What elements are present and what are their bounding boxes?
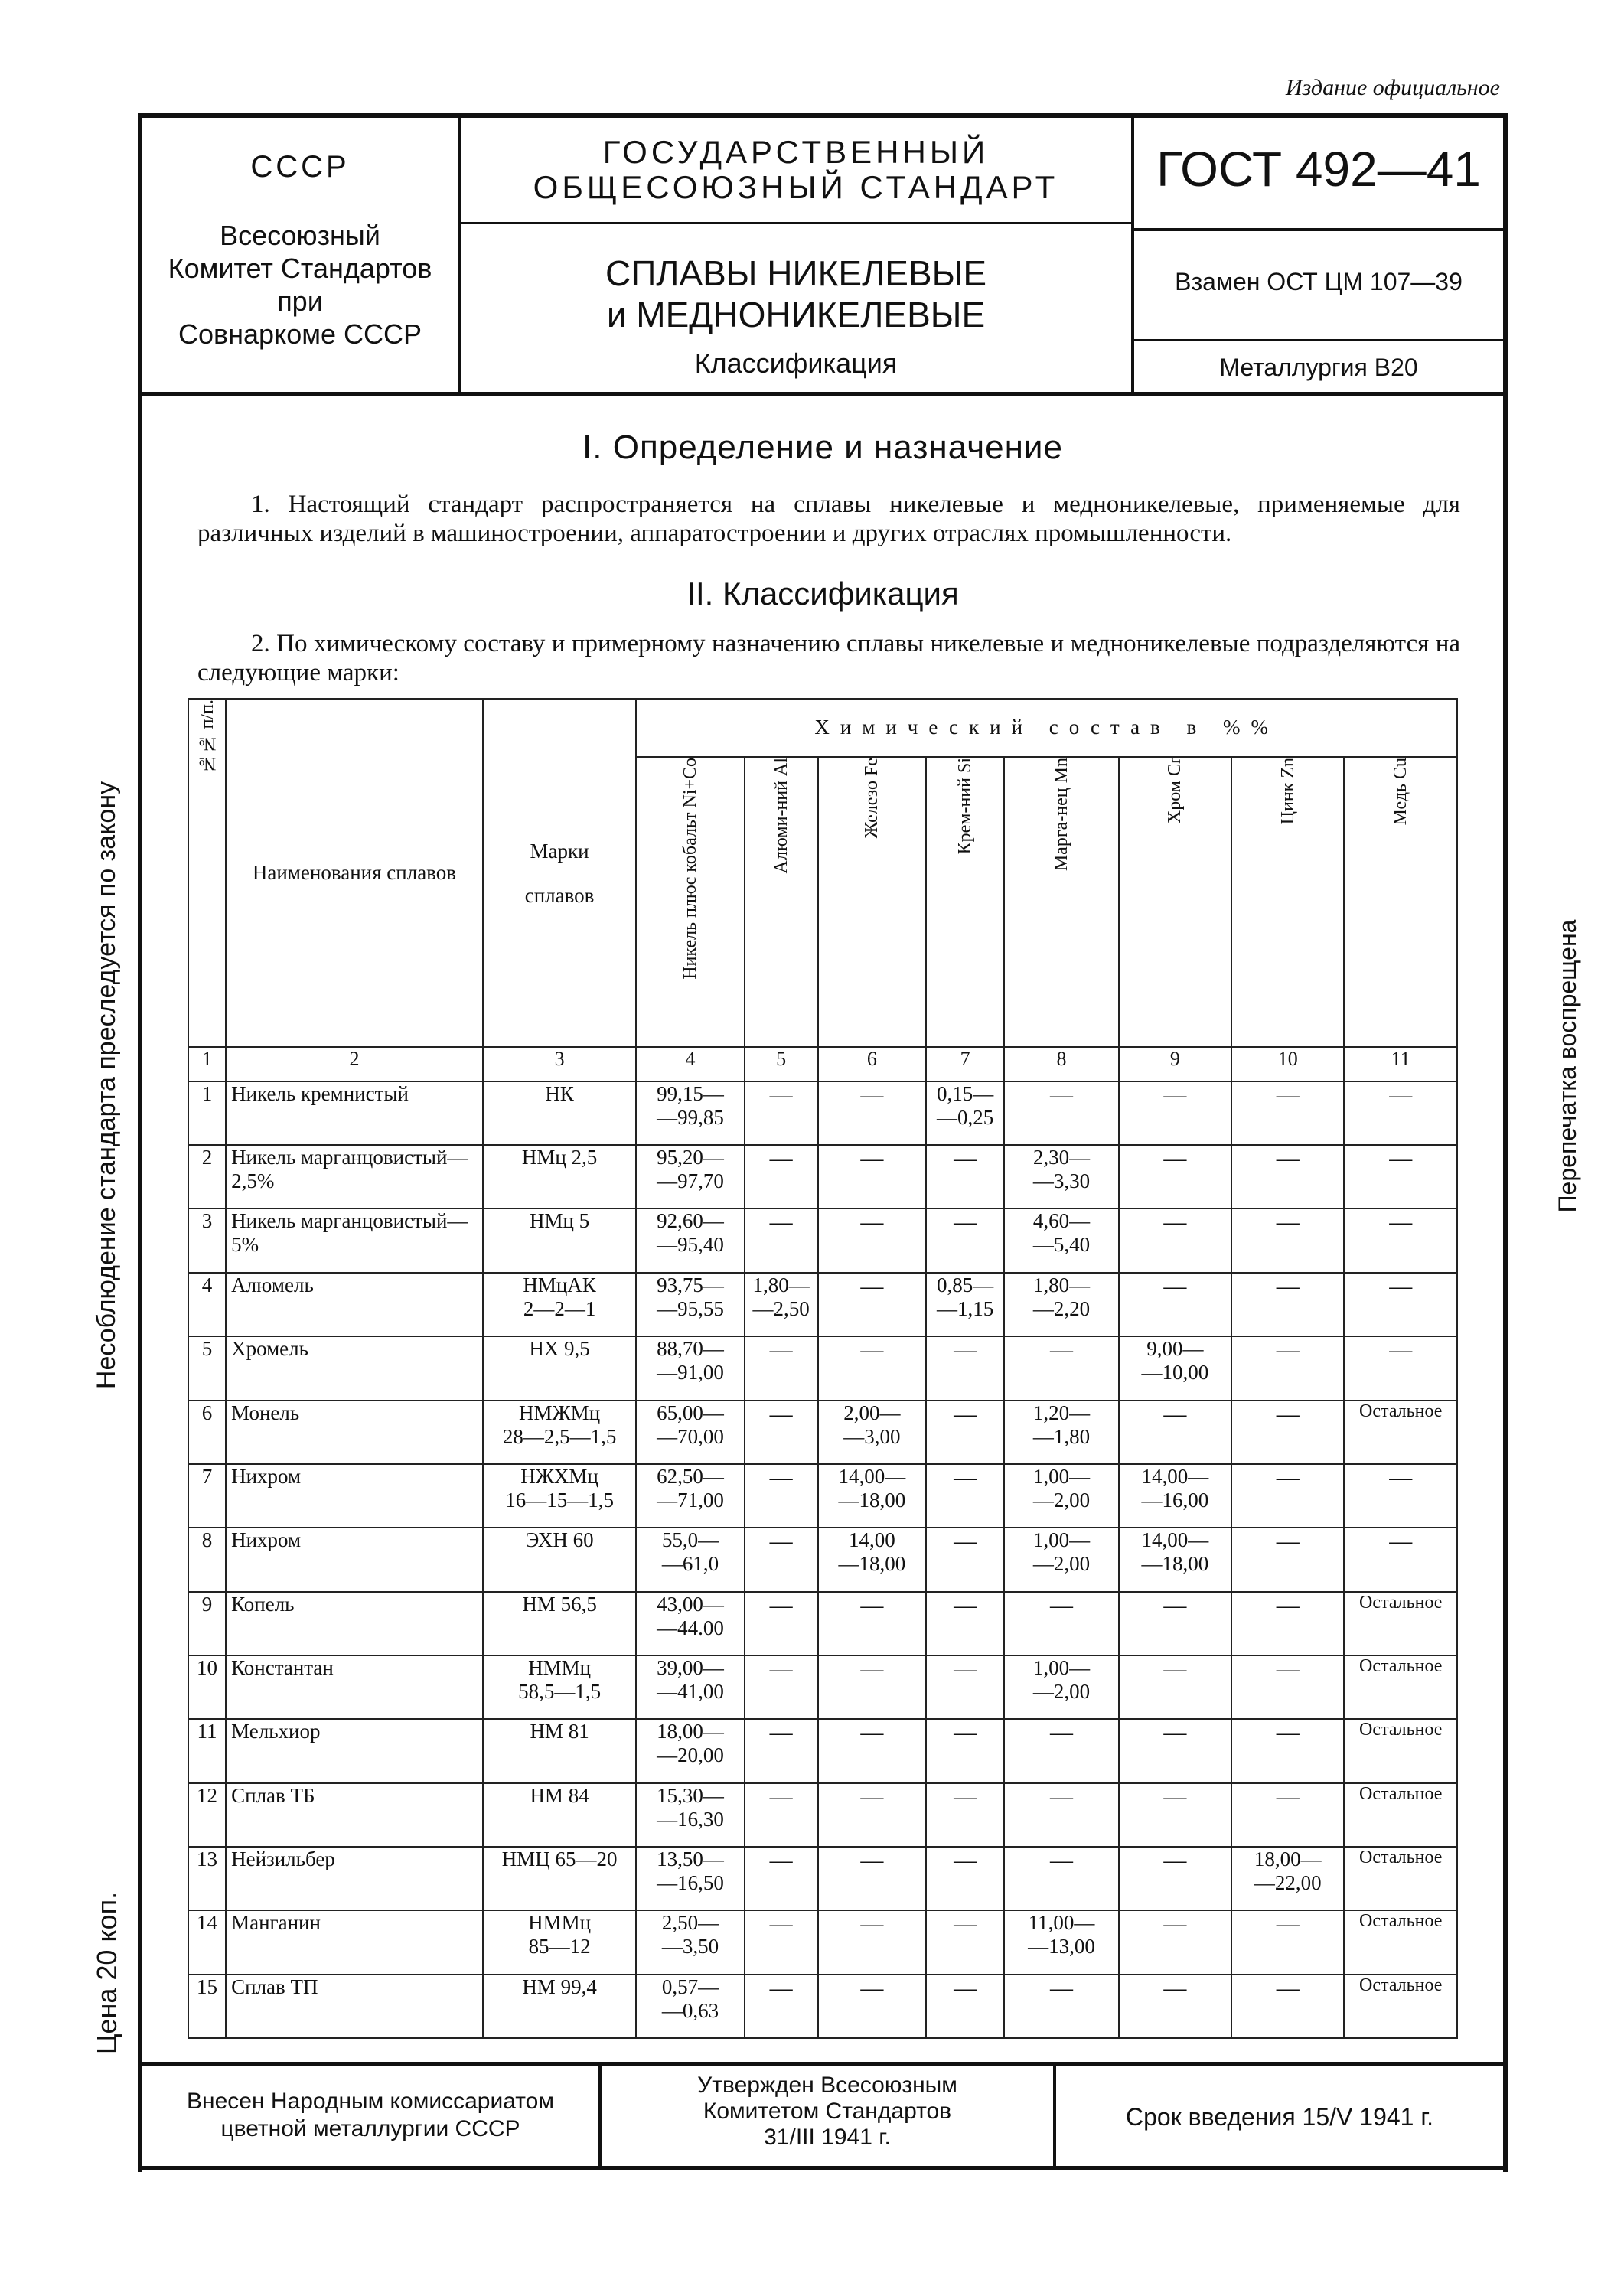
cell-al: — (745, 1847, 818, 1910)
cell-ni: 62,50— —71,00 (636, 1464, 744, 1528)
approved-line: Утвержден Всесоюзным (697, 2073, 957, 2098)
cell-al: — (745, 1783, 818, 1847)
title-line: и МЕДНОНИКЕЛЕВЫЕ (606, 295, 986, 334)
column-number: 6 (818, 1047, 926, 1081)
cell-si: 0,85— —1,15 (926, 1273, 1004, 1336)
cell-cu: Остальное (1344, 1910, 1457, 1974)
table-row (188, 1528, 1457, 1591)
col-head-zn: Цинк Zn (1231, 757, 1344, 1048)
org-body-line: Совнаркоме СССР (178, 318, 422, 350)
cell-fe: 14,00— —18,00 (818, 1464, 926, 1528)
cell-fe: — (818, 1719, 926, 1782)
section1-paragraph: 1. Настоящий стандарт распространяется на сплавы никелевые и медноникелевые, применяемые для различных изделий в машиностроении, аппаратостроении и других отраслях промышленности. (197, 491, 1460, 547)
cell-mn: — (1004, 1783, 1118, 1847)
cell-al: — (745, 1528, 818, 1591)
approved-line: 31/III 1941 г. (764, 2125, 891, 2150)
table-row (188, 1464, 1457, 1528)
cell-cr: — (1119, 1655, 1231, 1719)
alloy-name: Копель (226, 1592, 483, 1655)
column-number: 1 (188, 1047, 226, 1081)
col-head-grade (483, 699, 637, 1047)
cell-mn: 1,00— —2,00 (1004, 1528, 1118, 1591)
cell-ni: 93,75— —95,55 (636, 1273, 744, 1336)
cell-fe: — (818, 1145, 926, 1208)
alloy-grade: НМ 81 (483, 1719, 637, 1782)
cell-si: — (926, 1145, 1004, 1208)
cell-si: — (926, 1464, 1004, 1528)
row-number: 15 (188, 1975, 226, 2038)
alloy-grade: НММц 58,5—1,5 (483, 1655, 637, 1719)
cell-zn: — (1231, 1145, 1344, 1208)
cell-fe: — (818, 1655, 926, 1719)
cell-zn: 18,00— —22,00 (1231, 1847, 1344, 1910)
cell-al: — (745, 1081, 818, 1145)
cell-fe: — (818, 1081, 926, 1145)
approved-line: Комитетом Стандартов (703, 2099, 952, 2124)
cell-ni: 95,20— —97,70 (636, 1145, 744, 1208)
column-number: 11 (1344, 1047, 1457, 1081)
row-number: 10 (188, 1655, 226, 1719)
cell-fe: — (818, 1336, 926, 1400)
cell-cu: Остальное (1344, 1975, 1457, 2038)
gost-number: ГОСТ 492—41 (1156, 142, 1481, 197)
cell-mn: 1,00— —2,00 (1004, 1655, 1118, 1719)
cell-zn: — (1231, 1273, 1344, 1336)
cell-si: — (926, 1592, 1004, 1655)
cell-cr: — (1119, 1910, 1231, 1974)
cell-si: — (926, 1528, 1004, 1591)
cell-cu: — (1344, 1273, 1457, 1336)
alloy-name: Никель марганцовистый—2,5% (226, 1145, 483, 1208)
cell-ni: 55,0— —61,0 (636, 1528, 744, 1591)
org-body-line: Комитет Стандартов (168, 253, 432, 284)
cell-si: — (926, 1655, 1004, 1719)
cell-al: — (745, 1592, 818, 1655)
alloy-table (188, 698, 1458, 2039)
alloy-name: Нихром (226, 1464, 483, 1528)
table-row (188, 1655, 1457, 1719)
row-number: 14 (188, 1910, 226, 1974)
column-number: 8 (1004, 1047, 1118, 1081)
cell-si: — (926, 1975, 1004, 2038)
cell-mn: 1,20— —1,80 (1004, 1401, 1118, 1464)
cell-cr: — (1119, 1719, 1231, 1782)
alloy-name: Константан (226, 1655, 483, 1719)
cell-al: — (745, 1464, 818, 1528)
org-body-line: Всесоюзный (220, 220, 380, 251)
alloy-grade: НММц 85—12 (483, 1910, 637, 1974)
row-number: 8 (188, 1528, 226, 1591)
cell-al: — (745, 1145, 818, 1208)
cell-cr: — (1119, 1401, 1231, 1464)
reprint-prohibited: Перепечатка воспрещена (1554, 919, 1581, 1213)
cell-cu: Остальное (1344, 1719, 1457, 1782)
alloy-grade: НК (483, 1081, 637, 1145)
alloy-grade: НМ 56,5 (483, 1592, 637, 1655)
cell-si: — (926, 1401, 1004, 1464)
cell-zn: — (1231, 1208, 1344, 1272)
cell-mn: — (1004, 1592, 1118, 1655)
cell-si: — (926, 1783, 1004, 1847)
alloy-name: Никель кремнистый (226, 1081, 483, 1145)
cell-si: — (926, 1208, 1004, 1272)
cell-mn: — (1004, 1081, 1118, 1145)
standard-type (461, 135, 1131, 205)
cell-cu: — (1344, 1336, 1457, 1400)
col-head-name: Наименования сплавов (226, 699, 483, 1047)
column-number: 9 (1119, 1047, 1231, 1081)
alloy-name: Монель (226, 1401, 483, 1464)
cell-cu: — (1344, 1208, 1457, 1272)
submitted-line: Внесен Народным комиссариатом (187, 2089, 554, 2114)
cell-zn: — (1231, 1528, 1344, 1591)
cell-zn: — (1231, 1336, 1344, 1400)
cell-cr: — (1119, 1592, 1231, 1655)
section2-heading: II. Классификация (686, 576, 959, 612)
column-number: 4 (636, 1047, 744, 1081)
page-title (461, 253, 1131, 335)
cell-fe: — (818, 1847, 926, 1910)
column-number: 5 (745, 1047, 818, 1081)
table-row (188, 1592, 1457, 1655)
subtitle: Классификация (694, 347, 898, 379)
cell-si: — (926, 1336, 1004, 1400)
cell-al: — (745, 1719, 818, 1782)
alloy-name: Алюмель (226, 1273, 483, 1336)
table-row (188, 1783, 1457, 1847)
cell-al: — (745, 1655, 818, 1719)
cell-fe: — (818, 1783, 926, 1847)
alloy-grade: НЖХМц 16—15—1,5 (483, 1464, 637, 1528)
cell-mn: — (1004, 1975, 1118, 2038)
row-number: 1 (188, 1081, 226, 1145)
table-row (188, 1910, 1457, 1974)
table-row (188, 1336, 1457, 1400)
standard-type-line: ГОСУДАРСТВЕННЫЙ (602, 134, 990, 170)
cell-ni: 0,57— —0,63 (636, 1975, 744, 2038)
cell-fe: — (818, 1592, 926, 1655)
cell-cu: Остальное (1344, 1655, 1457, 1719)
cell-al: 1,80— —2,50 (745, 1273, 818, 1336)
cell-cr: — (1119, 1783, 1231, 1847)
cell-al: — (745, 1401, 818, 1464)
cell-cr: 14,00— —16,00 (1119, 1464, 1231, 1528)
table-row (188, 1081, 1457, 1145)
cell-mn: 1,80— —2,20 (1004, 1273, 1118, 1336)
cell-cr: 9,00— —10,00 (1119, 1336, 1231, 1400)
cell-mn: — (1004, 1847, 1118, 1910)
cell-al: — (745, 1208, 818, 1272)
col-head-ni: Никель плюс кобальт Ni+Co (636, 757, 744, 1048)
cell-mn: — (1004, 1336, 1118, 1400)
alloy-name: Хромель (226, 1336, 483, 1400)
cell-cu: — (1344, 1528, 1457, 1591)
cell-ni: 88,70— —91,00 (636, 1336, 744, 1400)
cell-zn: — (1231, 1910, 1344, 1974)
cell-si: — (926, 1719, 1004, 1782)
column-number: 10 (1231, 1047, 1344, 1081)
cell-fe: — (818, 1273, 926, 1336)
standard-type-line: ОБЩЕСОЮЗНЫЙ СТАНДАРТ (533, 169, 1059, 205)
alloy-grade: ЭХН 60 (483, 1528, 637, 1591)
cell-fe: 2,00— —3,00 (818, 1401, 926, 1464)
column-number: 3 (483, 1047, 637, 1081)
table-row (188, 1719, 1457, 1782)
cell-si: — (926, 1910, 1004, 1974)
cell-cr: — (1119, 1145, 1231, 1208)
alloy-name: Сплав ТП (226, 1975, 483, 2038)
col-head-al: Алюми-ний Al (745, 757, 818, 1048)
law-warning: Несоблюдение стандарта преследуется по закону (92, 781, 121, 1390)
org-body-line: при (277, 285, 323, 317)
cell-cr: 14,00— —18,00 (1119, 1528, 1231, 1591)
cell-zn: — (1231, 1081, 1344, 1145)
cell-zn: — (1231, 1401, 1344, 1464)
section2-paragraph: 2. По химическому составу и примерному назначению сплавы никелевые и медноникелевые подразделяются на следующие марки: (197, 630, 1460, 687)
col-head-chem: Химический состав в %% (636, 699, 1457, 757)
cell-zn: — (1231, 1592, 1344, 1655)
alloy-grade: НМц 2,5 (483, 1145, 637, 1208)
row-number: 11 (188, 1719, 226, 1782)
cell-cu: — (1344, 1081, 1457, 1145)
cell-cr: — (1119, 1208, 1231, 1272)
alloy-name: Сплав ТБ (226, 1783, 483, 1847)
cell-ni: 13,50— —16,50 (636, 1847, 744, 1910)
row-number: 12 (188, 1783, 226, 1847)
cell-fe: — (818, 1910, 926, 1974)
cell-cu: — (1344, 1464, 1457, 1528)
cell-cr: — (1119, 1273, 1231, 1336)
col-head-fe: Железо Fe (818, 757, 926, 1048)
cell-cu: Остальное (1344, 1592, 1457, 1655)
cell-cr: — (1119, 1975, 1231, 2038)
row-number: 6 (188, 1401, 226, 1464)
table-row (188, 1208, 1457, 1272)
effective-date: Срок введения 15/V 1941 г. (1125, 2103, 1433, 2131)
col-head-cu: Медь Cu (1344, 757, 1457, 1048)
row-number: 4 (188, 1273, 226, 1336)
cell-ni: 18,00— —20,00 (636, 1719, 744, 1782)
row-number: 5 (188, 1336, 226, 1400)
cell-ni: 15,30— —16,30 (636, 1783, 744, 1847)
cell-cu: Остальное (1344, 1783, 1457, 1847)
cell-ni: 92,60— —95,40 (636, 1208, 744, 1272)
price-label: Цена 20 коп. (91, 1891, 122, 2055)
org-body (142, 219, 458, 351)
column-number-row (188, 1047, 1457, 1081)
cell-zn: — (1231, 1975, 1344, 2038)
approved-by (602, 2073, 1053, 2151)
alloy-name: Манганин (226, 1910, 483, 1974)
cell-fe: 14,00 —18,00 (818, 1528, 926, 1591)
cell-fe: — (818, 1975, 926, 2038)
submitted-line: цветной металлургии СССР (220, 2116, 520, 2141)
cell-mn: 4,60— —5,40 (1004, 1208, 1118, 1272)
cell-si: — (926, 1847, 1004, 1910)
cell-cr: — (1119, 1081, 1231, 1145)
table-row (188, 1847, 1457, 1910)
title-line: СПЛАВЫ НИКЕЛЕВЫЕ (605, 253, 987, 293)
alloy-grade: НМЦ 65—20 (483, 1847, 637, 1910)
replaces-note: Взамен ОСТ ЦМ 107—39 (1175, 268, 1463, 295)
alloy-name: Мельхиор (226, 1719, 483, 1782)
col-head-cr: Хром Cr (1119, 757, 1231, 1048)
table-row (188, 1975, 1457, 2038)
alloy-grade: НМц 5 (483, 1208, 637, 1272)
col-head-no: №№ п/п. (188, 699, 226, 1047)
alloy-grade: НМцАК 2—2—1 (483, 1273, 637, 1336)
cell-ni: 99,15— —99,85 (636, 1081, 744, 1145)
cell-cu: — (1344, 1145, 1457, 1208)
cell-zn: — (1231, 1464, 1344, 1528)
cell-cr: — (1119, 1847, 1231, 1910)
alloy-grade: НМ 84 (483, 1783, 637, 1847)
row-number: 7 (188, 1464, 226, 1528)
cell-mn: 11,00— —13,00 (1004, 1910, 1118, 1974)
section1-heading: I. Определение и назначение (582, 429, 1063, 466)
cell-ni: 2,50— —3,50 (636, 1910, 744, 1974)
cell-zn: — (1231, 1655, 1344, 1719)
row-number: 13 (188, 1847, 226, 1910)
cell-al: — (745, 1975, 818, 2038)
cell-fe: — (818, 1208, 926, 1272)
alloy-grade: НХ 9,5 (483, 1336, 637, 1400)
alloy-name: Никель марганцовистый—5% (226, 1208, 483, 1272)
cell-al: — (745, 1336, 818, 1400)
cell-al: — (745, 1910, 818, 1974)
col-head-si: Крем-ний Si (926, 757, 1004, 1048)
cell-ni: 39,00— —41,00 (636, 1655, 744, 1719)
alloy-grade: НМЖМц 28—2,5—1,5 (483, 1401, 637, 1464)
alloy-name: Нихром (226, 1528, 483, 1591)
alloy-name: Нейзильбер (226, 1847, 483, 1910)
table-row (188, 1145, 1457, 1208)
table-row (188, 1273, 1457, 1336)
row-number: 2 (188, 1145, 226, 1208)
col-head-grade-b: сплавов (524, 883, 595, 907)
column-number: 2 (226, 1047, 483, 1081)
cell-cu: Остальное (1344, 1401, 1457, 1464)
row-number: 9 (188, 1592, 226, 1655)
cell-zn: — (1231, 1783, 1344, 1847)
edition-note: Издание официальное (1285, 75, 1500, 100)
alloy-grade: НМ 99,4 (483, 1975, 637, 2038)
table-row (188, 1401, 1457, 1464)
row-number: 3 (188, 1208, 226, 1272)
cell-ni: 43,00— —44.00 (636, 1592, 744, 1655)
category: Металлургия В20 (1219, 354, 1418, 381)
col-head-mn: Марга-нец Mn (1004, 757, 1118, 1048)
org-country: СССР (250, 150, 350, 184)
cell-cu: Остальное (1344, 1847, 1457, 1910)
cell-mn: 2,30— —3,30 (1004, 1145, 1118, 1208)
cell-zn: — (1231, 1719, 1344, 1782)
cell-mn: — (1004, 1719, 1118, 1782)
cell-ni: 65,00— —70,00 (636, 1401, 744, 1464)
submitted-by (142, 2088, 598, 2143)
cell-mn: 1,00— —2,00 (1004, 1464, 1118, 1528)
col-head-grade-a: Марки (530, 839, 589, 863)
cell-si: 0,15— —0,25 (926, 1081, 1004, 1145)
column-number: 7 (926, 1047, 1004, 1081)
